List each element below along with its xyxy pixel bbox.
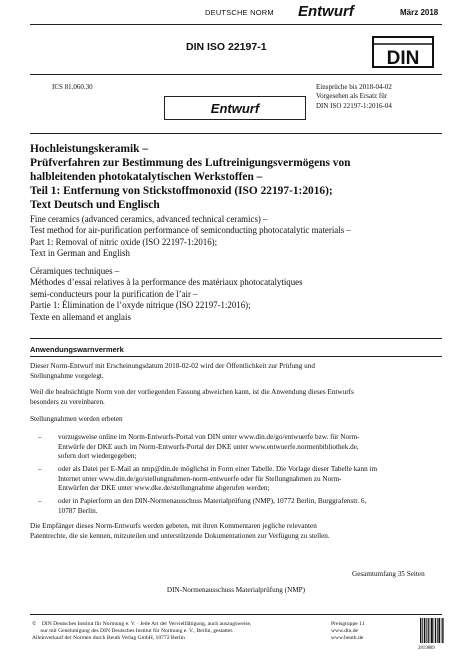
document-number: DIN ISO 22197-1 [186,41,267,53]
warning-paragraph: Dieser Norm-Entwurf mit Erscheinungsdatum 2018-02-02 wird der Öffentlichkeit zur Prüfung und Stellungnahme vorgelegt. [30,362,315,380]
price-info: Preisgruppe 11 www.din.de www.beuth.de [331,621,365,642]
bullet-dash: – [38,433,42,441]
draft-label: Entwurf [298,3,354,20]
warning-paragraph: Stellungnahmen werden erbeten [30,415,123,423]
divider [30,614,442,615]
barcode [420,618,444,643]
list-item: vorzugsweise online im Norm-Entwurfs-Portal von DIN unter www.din.de/go/entwuerfe bzw. für Norm- Entwürfe der DKE auch im Norm-Entwurfs-Portal der DKE unter www.entwuerfe.normenbibliothek.de, sofern dort wiedergegeben; [58,433,360,460]
publication-date: März 2018 [400,8,439,17]
warning-heading: Anwendungswarnvermerk [30,345,124,354]
divider [30,338,442,339]
divider [30,74,442,75]
title-french: Céramiques techniques – Méthodes d’essai relatives à la performance des matériaux photocatalytiques semi-conducteurs pour la purification de l’air – Partie 1: Élimination de l’oxyde nitrique (ISO 22197-1:2016); Texte en allemand et anglais [30,266,303,322]
copyright-notice: © DIN Deutsches Institut für Normung e. V. · Jede Art der Vervielfältigung, auch auszugsweise, nur mit Genehmigung des DIN Deutsches Institut für Normung e. V., Berlin, gestattet. Alleinverkauf der Normen durch Beuth Verlag GmbH, 10772 Berlin [32,621,252,642]
barcode-number: 2819889 [418,646,435,651]
committee-name: DIN-Normenausschuss Materialprüfung (NMP) [166,586,306,594]
objections-info: Einsprüche bis 2018-04-02 Vorgesehen als Ersatz für DIN ISO 22197-1:2016-04 [316,83,392,110]
warning-paragraph: Die Empfänger dieses Norm-Entwurfs werden gebeten, mit ihren Kommentaren jegliche relevanten Patentrechte, die sie kennen, mitzuteilen und unterstützende Dokumentationen zur Verfügung zu stellen. [30,522,330,540]
warning-paragraph: Weil die beabsichtigte Norm von der vorliegenden Fassung abweichen kann, ist die Anwendung dieses Entwurfs besonders zu vereinbaren. [30,388,354,406]
din-logo [372,36,434,68]
list-item: oder als Datei per E-Mail an nmp@din.de möglichst in Form einer Tabelle. Die Vorlage dieser Tabelle kann im Internet unter www.din.de/go/stellungnahmen-norm-entwuerfe oder für Stellungnahmen zu Norm- Entwürfen der DKE unter www.dke.de/stellungnahme abgerufen werden; [58,465,378,492]
title-english: Fine ceramics (advanced ceramics, advanced technical ceramics) – Test method for air-purification performance of semiconducting photocatalytic materials – Part 1: Removal of nitric oxide (ISO 22197-1:2016); Text in German and English [30,214,351,259]
bullet-dash: – [38,497,42,505]
divider [30,356,442,357]
divider [30,24,442,25]
title-german: Hochleistungskeramik – Prüfverfahren zur Bestimmung des Luftreinigungsvermögens von halbleitenden photokatalytischen Werkstoffen – Teil 1: Entfernung von Stickstoffmonoxid (ISO 22197-1:2016); Text Deutsch und Englisch [30,143,351,211]
divider [30,133,442,134]
list-item: oder in Papierform an den DIN-Normenausschuss Materialprüfung (NMP), 10772 Berlin, Burggrafenstr. 6, 10787 Berlin. [58,497,367,515]
norm-type-label: DEUTSCHE NORM [205,8,274,17]
draft-box: Entwurf [164,96,306,120]
total-pages: Gesamtumfang 35 Seiten [352,570,425,578]
bullet-dash: – [38,465,42,473]
ics-code: ICS 81.060.30 [52,83,93,91]
svg-text:DIN: DIN [386,48,420,68]
